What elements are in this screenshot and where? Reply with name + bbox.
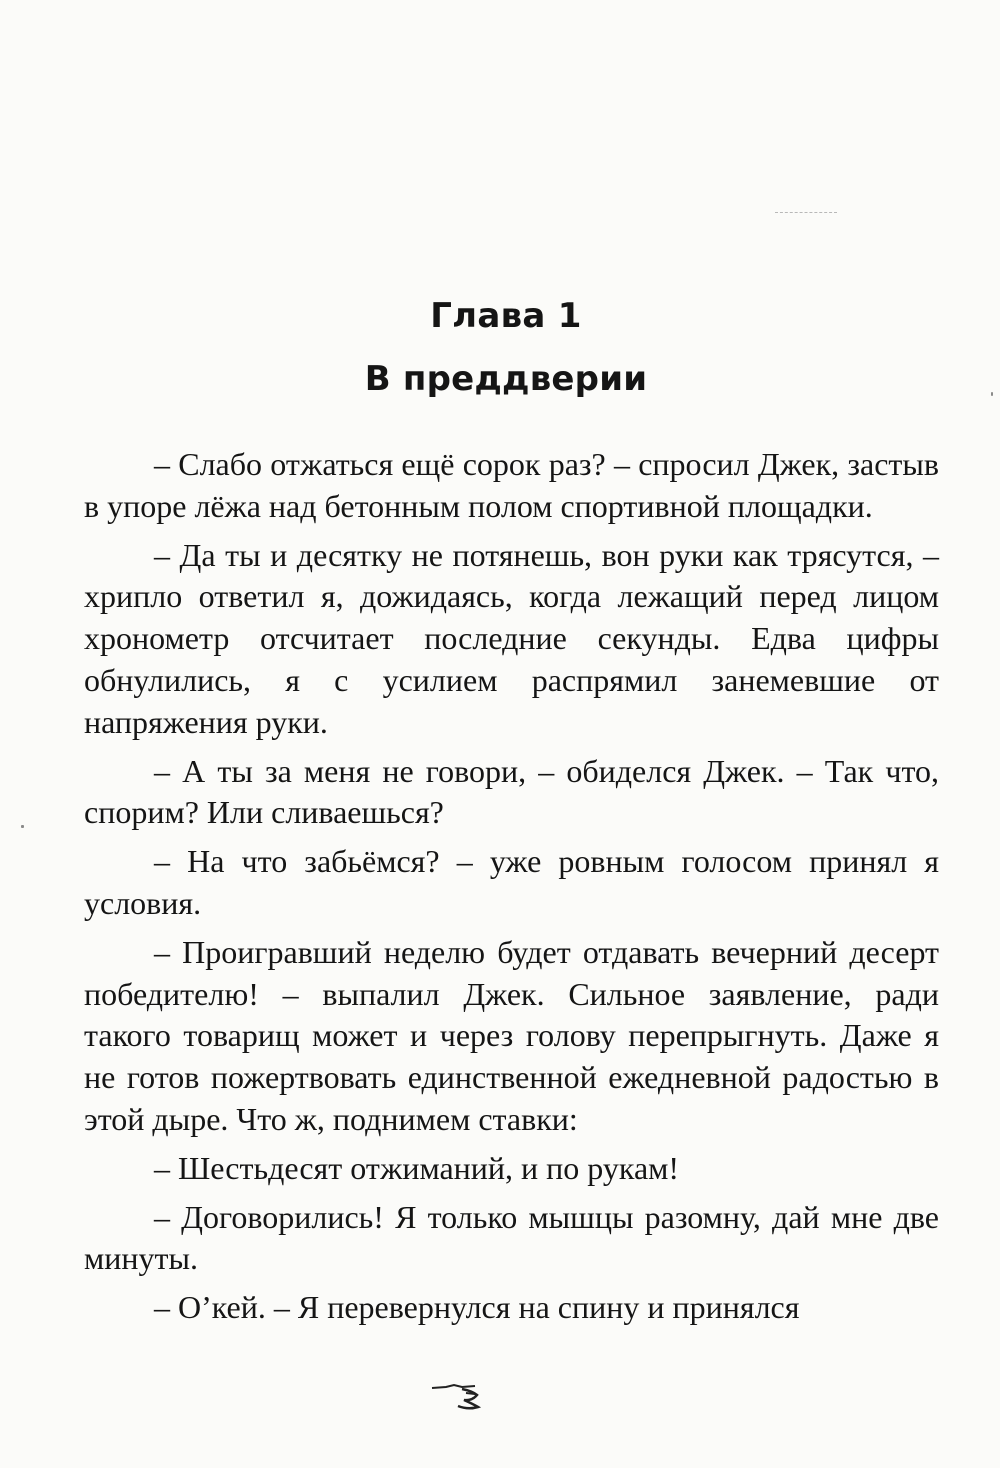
paragraph: – Договорились! Я только мышцы разомну, дай мне две минуты. — [84, 1198, 939, 1277]
paragraph: – Шестьдесят отжиманий, и по рукам! — [154, 1149, 680, 1186]
chapter-number: Глава 1 — [430, 295, 582, 336]
paragraph: – А ты за меня не говори, – обиделся Джек. – Так что, спорим? Или сливаешься? — [84, 752, 939, 831]
page-ornament-icon — [430, 1376, 490, 1412]
paragraph: – Да ты и десятку не потянешь, вон руки как трясутся, – хрипло ответил я, дожидаясь, когда лежащий перед лицом хронометр отсчитает последние секунды. Едва цифры обнулились, я с усилием распрямил занемевшие от напряжения руки. — [84, 536, 939, 740]
scan-artifact-dashes — [775, 212, 837, 214]
paragraph: – О’кей. – Я перевернулся на спину и принялся — [154, 1289, 800, 1326]
paragraph: – Слабо отжаться ещё сорок раз? – спросил Джек, застыв в упоре лёжа над бетонным полом спортивной площадки. — [84, 446, 939, 524]
scan-speck — [21, 825, 24, 828]
chapter-body — [84, 444, 939, 1336]
chapter-title: В преддверии — [364, 359, 648, 400]
paragraph: – На что забьёмся? – уже ровным голосом принял я условия. — [84, 843, 939, 921]
paragraph: – Проигравший неделю будет отдавать вечерний десерт победителю! – выпалил Джек. Сильное заявление, ради такого товарищ может и через голову перепрыгнуть. Даже я не готов пожертвовать единственной ежедневной радостью в этой дыре. Что ж, поднимем ставки: — [84, 933, 939, 1137]
